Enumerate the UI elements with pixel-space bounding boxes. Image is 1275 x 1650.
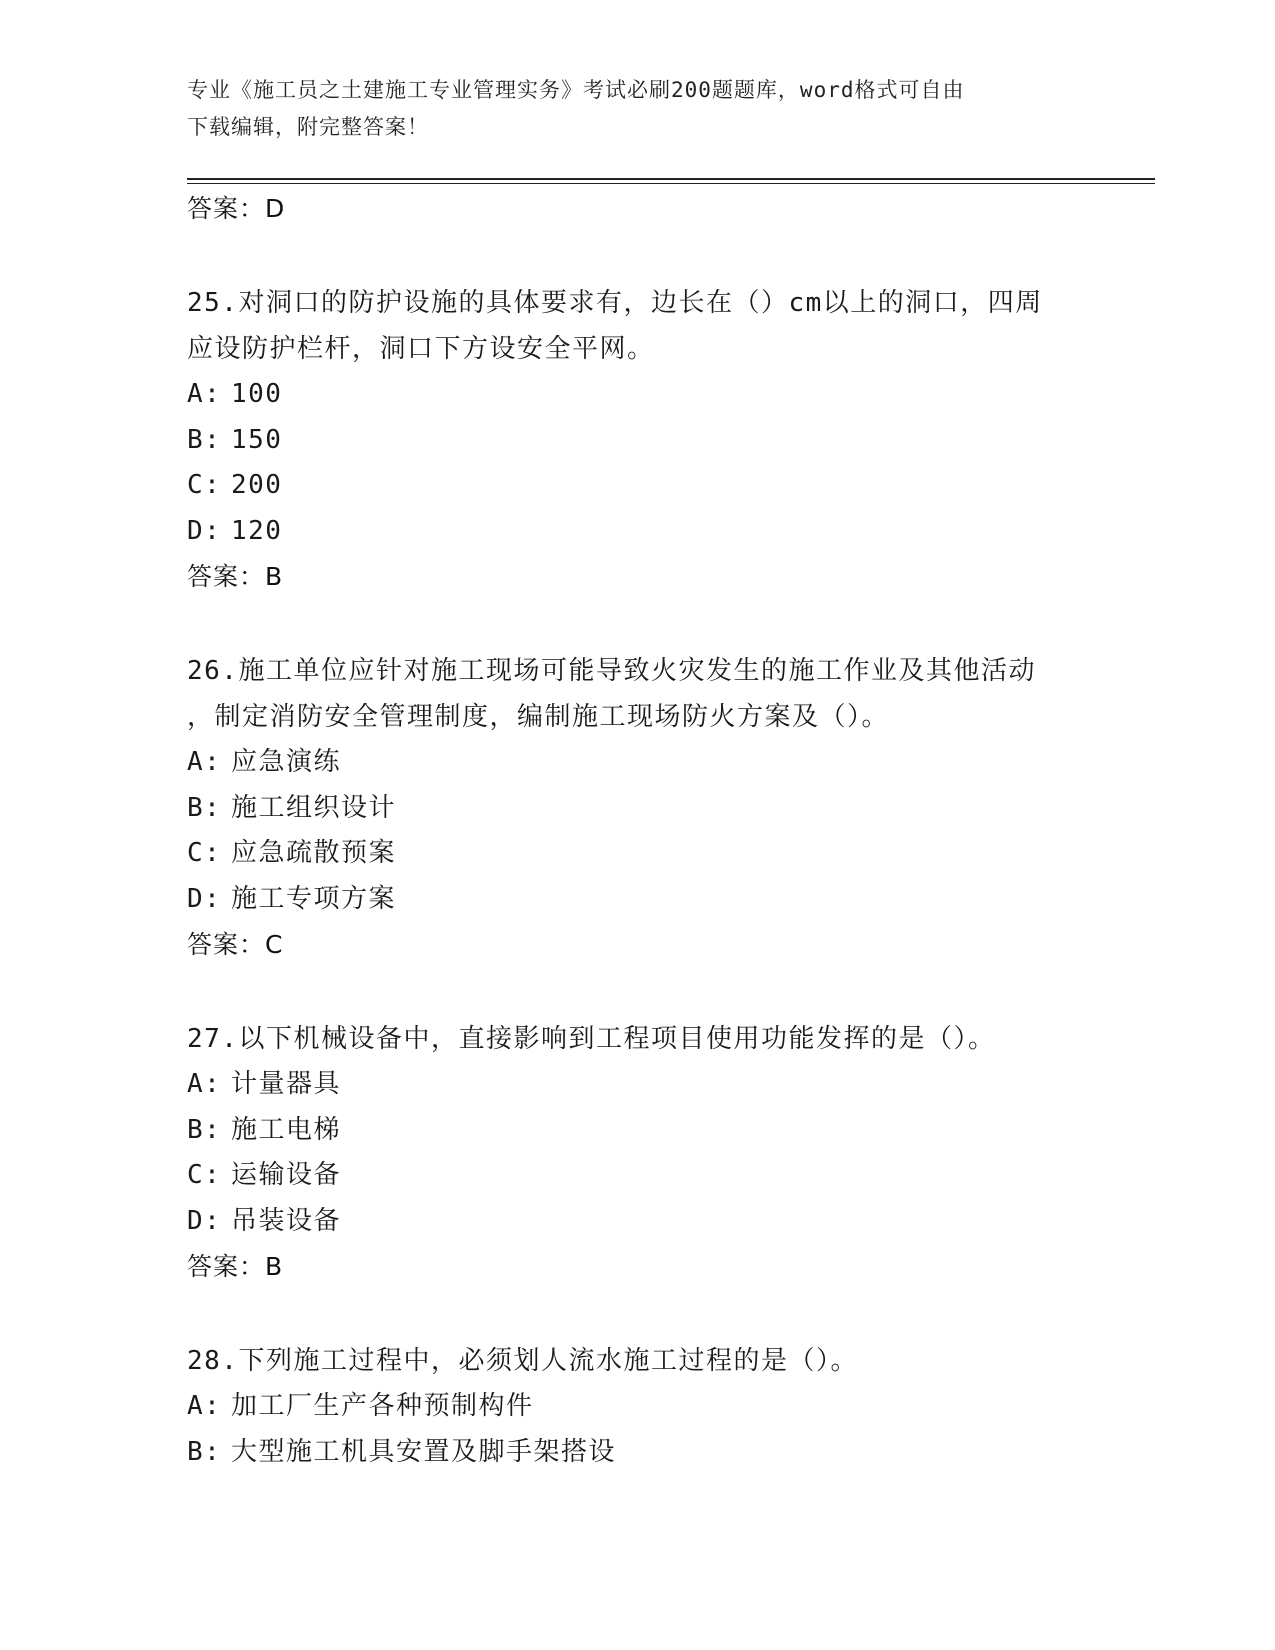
stem-line: 28.下列施工过程中，必须划人流水施工过程的是（）。	[187, 1346, 858, 1376]
option-key: A:	[187, 1069, 222, 1099]
option-key: C:	[187, 470, 222, 500]
header-line: 下载编辑，附完整答案！	[187, 115, 429, 139]
header-line: 专业《施工员之土建施工专业管理实务》考试必刷200题题库，word格式可自由	[187, 78, 965, 102]
option-c	[187, 831, 1107, 877]
answer-line: 答案：B	[187, 1252, 284, 1281]
option-text: 120	[231, 515, 283, 546]
answer-line: 答案：B	[187, 562, 284, 591]
option-key: B:	[187, 1114, 222, 1145]
stem-line: ，制定消防安全管理制度，编制施工现场防火方案及（）。	[187, 702, 890, 732]
stem-line: 26.施工单位应针对施工现场可能导致火灾发生的施工作业及其他活动	[187, 656, 1036, 686]
option-text: 加工厂生产各种预制构件	[231, 1391, 534, 1421]
option-text: 施工专项方案	[231, 883, 397, 914]
option-d	[187, 509, 1107, 555]
option-c	[187, 1153, 1107, 1199]
option-key: B:	[187, 1436, 222, 1467]
option-key: D:	[187, 883, 222, 914]
option-a	[187, 1062, 1107, 1108]
header-rule	[187, 178, 1155, 180]
answer-line: 答案：C	[187, 930, 284, 959]
option-b	[187, 418, 1107, 464]
option-key: A:	[187, 747, 222, 777]
option-text: 大型施工机具安置及脚手架搭设	[231, 1436, 617, 1467]
option-key: D:	[187, 1205, 222, 1236]
stem-line: 25.对洞口的防护设施的具体要求有，边长在（）cm以上的洞口，四周	[187, 288, 1043, 318]
question-stem	[187, 1338, 1107, 1384]
question-list	[187, 186, 1107, 1475]
option-key: A:	[187, 1391, 222, 1421]
option-a	[187, 1384, 1107, 1430]
question-item	[187, 1016, 1107, 1290]
question-stem	[187, 648, 1107, 740]
option-key: C:	[187, 838, 222, 868]
stem-line: 27.以下机械设备中，直接影响到工程项目使用功能发挥的是（）。	[187, 1024, 996, 1054]
question-item	[187, 1338, 1107, 1475]
question-item	[187, 648, 1107, 968]
option-text: 150	[231, 424, 283, 455]
option-text: 应急疏散预案	[231, 838, 397, 868]
option-key: B:	[187, 792, 222, 823]
option-text: 100	[231, 379, 283, 409]
option-a	[187, 740, 1107, 786]
option-d	[187, 877, 1107, 923]
option-text: 运输设备	[231, 1160, 342, 1190]
question-item	[187, 280, 1107, 600]
question-stem	[187, 280, 1107, 372]
option-text: 200	[231, 470, 283, 500]
header-rule-thin	[187, 183, 1155, 184]
option-a	[187, 372, 1107, 418]
option-b	[187, 1430, 1107, 1476]
option-key: A:	[187, 379, 222, 409]
option-key: B:	[187, 424, 222, 455]
page-header	[187, 72, 1087, 146]
stem-line: 应设防护栏杆，洞口下方设安全平网。	[187, 334, 655, 364]
option-b	[187, 786, 1107, 832]
option-b	[187, 1108, 1107, 1154]
option-c	[187, 463, 1107, 509]
option-d	[187, 1199, 1107, 1245]
option-text: 施工电梯	[231, 1114, 342, 1145]
option-text: 计量器具	[231, 1069, 342, 1099]
question-stem	[187, 1016, 1107, 1062]
option-text: 施工组织设计	[231, 792, 397, 823]
option-key: C:	[187, 1160, 222, 1190]
option-text: 吊装设备	[231, 1205, 342, 1236]
option-key: D:	[187, 515, 222, 546]
answer-line: 答案：D	[187, 194, 286, 223]
option-text: 应急演练	[231, 747, 342, 777]
